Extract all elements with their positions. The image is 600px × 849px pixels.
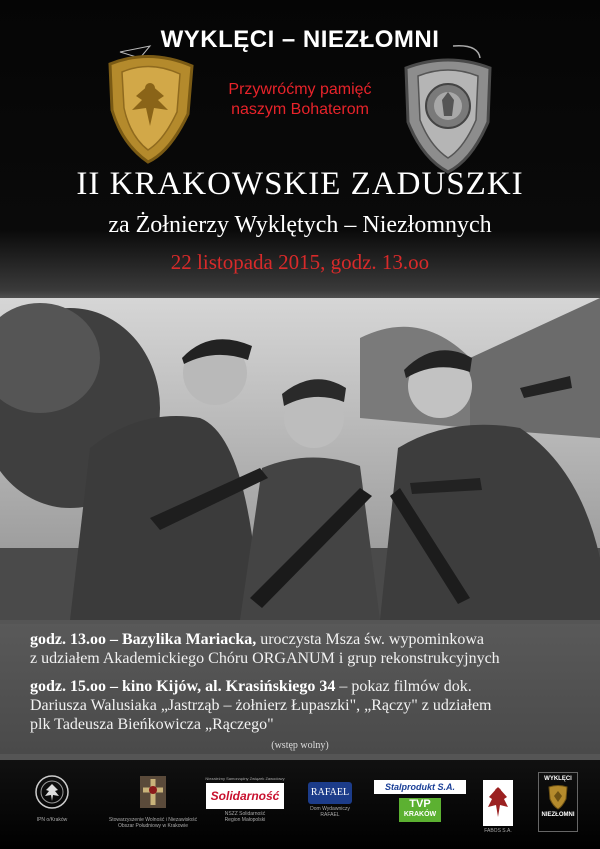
sponsor-fabos <box>476 780 520 834</box>
sponsor-win-caption-2: Obszar Południowy w Krakowie <box>117 823 189 829</box>
solidarnosc-top-caption: Niezależny Samorządny Związek Zawodowy <box>205 776 285 781</box>
sponsor-ipn <box>22 774 82 823</box>
historical-soldiers-photo <box>0 298 600 620</box>
sponsor-win <box>108 774 198 829</box>
wn-line-1: WYKLĘCI <box>544 776 572 782</box>
program-item-2 <box>30 677 590 734</box>
sponsor-ipn-caption: IPN o/Kraków <box>36 817 68 823</box>
program-1-line2: z udziałem Akademickiego Chóru ORGANUM i grup rekonstrukcyjnych <box>30 650 500 667</box>
tvp-logo-subtext: KRAKÓW <box>403 811 437 818</box>
win-cross-icon <box>136 774 170 810</box>
program-2-time-place: godz. 15.oo – kino Kijów, al. Krasińskiego 34 <box>30 678 336 695</box>
stalprodukt-logo: Stalprodukt S.A. <box>374 780 466 794</box>
program-2-line2: Dariusza Walusiaka „Jastrząb – żołnierz Łupaszki", „Rączy" z udziałem <box>30 697 492 714</box>
sponsor-win-caption-1: Stowarzyszenie Wolność i Niezawisłość <box>108 817 198 823</box>
sponsor-rafael <box>300 782 360 818</box>
program-2-line3: plk Tadeusza Bieńkowicza „Rączego" <box>30 716 274 733</box>
sponsor-wykleci-niezlomni <box>534 772 582 832</box>
admission-note: (wstęp wolny) <box>271 740 329 751</box>
sponsors-footer <box>0 760 600 849</box>
ipn-eagle-seal-icon <box>34 774 70 810</box>
fabos-emblem-icon <box>483 780 513 826</box>
top-title: WYKLĘCI – NIEZŁOMNI <box>160 26 440 53</box>
tvp-krakow-logo <box>399 798 441 822</box>
sponsor-rafael-caption-1: Dom Wydawniczy <box>310 806 350 812</box>
subtitle: za Żołnierzy Wyklętych – Niezłomnych <box>108 212 492 238</box>
solidarnosc-logo: Solidarność <box>206 783 284 809</box>
sponsor-fabos-caption: FABOS S.A. <box>484 828 512 834</box>
program-1-time-place: godz. 13.oo – Bazylika Mariacka, <box>30 631 257 648</box>
photo-illustration <box>0 298 600 620</box>
sponsor-solidarnosc-caption-2: Region Małopolski <box>224 817 266 823</box>
sponsor-rafael-caption-2: RAFAEL <box>320 812 340 818</box>
program-item-1 <box>30 630 590 668</box>
wn-line-2: NIEZŁOMNI <box>541 812 575 818</box>
rafael-logo: RAFAEL <box>308 782 352 804</box>
motto-line-2: naszym Bohaterom <box>231 101 369 118</box>
program-1-desc: uroczysta Msza św. wypominkowa <box>256 631 485 648</box>
wn-shield-icon <box>547 784 569 810</box>
motto-line-1: Przywróćmy pamięć <box>228 81 372 98</box>
main-title: II KRAKOWSKIE ZADUSZKI <box>76 166 524 202</box>
sponsor-solidarnosc <box>200 776 290 823</box>
wykleci-badge-icon <box>538 772 578 832</box>
sponsor-stalprodukt-tvp <box>372 780 468 822</box>
tvp-logo-text: TVP <box>409 798 431 810</box>
sponsor-solidarnosc-caption-1: NSZZ Solidarność <box>224 811 266 817</box>
gold-eagle-badge-icon <box>100 44 200 164</box>
program-2-desc: – pokaz filmów dok. <box>335 678 472 695</box>
silver-badge-icon <box>398 44 498 174</box>
motto <box>190 80 410 120</box>
event-date: 22 listopada 2015, godz. 13.oo <box>170 250 430 274</box>
